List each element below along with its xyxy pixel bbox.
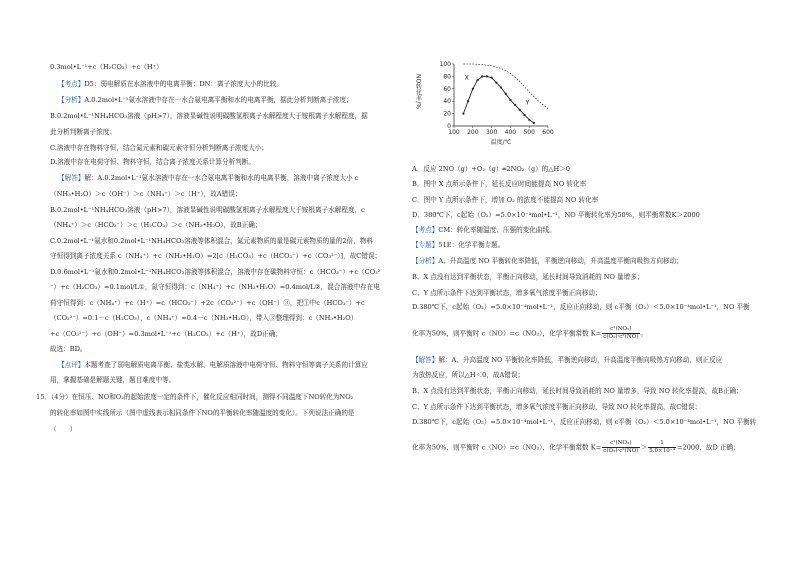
data-point bbox=[533, 122, 535, 124]
text-line bbox=[412, 356, 722, 365]
line-text: C、Y 点所示条件下达到平衡状态，增多氧气浓度平衡正向移动； bbox=[412, 289, 602, 297]
section-tag: 【分析】 bbox=[412, 257, 439, 265]
point-label: Y bbox=[525, 99, 530, 107]
line-text: （ ） bbox=[50, 425, 77, 433]
y-axis-label: NO转化率/% bbox=[414, 74, 422, 109]
data-point bbox=[519, 109, 521, 111]
line-text: C．图中 Y 点所示条件下，增加 O₂ 的浓度不能提高 NO 转化率 bbox=[412, 196, 599, 204]
line-text: C.0.2mol•L⁻¹氨水和0.2mol•L⁻¹NH₄HCO₃溶液等体积混合，氮元素物质的量是碳元素物质的量的2倍，物料 bbox=[50, 237, 373, 245]
text-line bbox=[412, 165, 570, 174]
data-point bbox=[528, 119, 530, 121]
data-point bbox=[514, 104, 516, 106]
text-line bbox=[50, 128, 116, 137]
y-tick-label: 60 bbox=[443, 85, 451, 93]
text-line bbox=[412, 180, 586, 189]
data-point bbox=[505, 93, 507, 95]
line-text: A、升高温度 NO 平衡转化率降低，平衡逆向移动，升高温度平衡向吸热方向移动； bbox=[438, 257, 683, 265]
line-text: D.380℃下，c起始（O₂）=5.0×10⁻⁴mol•L⁻¹，反应正向移动，则 c平衡（O₂）＜5.0×10⁻⁴mol•L⁻¹，NO 平衡转 bbox=[412, 418, 757, 426]
text-line bbox=[412, 226, 556, 235]
line-text: B.0.2mol•L⁻¹NH₄HCO₃溶液（pH>7），溶液显碱性说明碳酸氢根离子水解程度大于铵根离子水解程度，据 bbox=[50, 112, 368, 120]
fraction-denominator: 5.0×10⁻⁴ bbox=[649, 448, 676, 454]
text-line bbox=[58, 174, 358, 183]
fraction bbox=[602, 326, 639, 341]
text-line bbox=[50, 345, 87, 354]
text-line bbox=[50, 190, 241, 199]
data-point bbox=[467, 100, 469, 102]
text-line bbox=[412, 303, 750, 312]
data-point bbox=[500, 86, 502, 88]
text-line bbox=[412, 273, 643, 282]
line-text: D5：弱电解质在水溶液中的电离平衡；DN：离子浓度大小的比较。 bbox=[84, 80, 283, 88]
data-point bbox=[472, 88, 474, 90]
point-label: X bbox=[464, 74, 469, 82]
text-line bbox=[412, 241, 504, 250]
line-text: 此分析判断离子浓度； bbox=[50, 128, 116, 136]
gt-sign: ＞ bbox=[640, 443, 648, 452]
y-tick-label: 20 bbox=[443, 110, 451, 118]
line-text: B、X 点没有达到平衡状态，平衡正向移动，延长时间导致消耗的 NO 量增多，导致 NO 转化率提高，故B正确； bbox=[412, 387, 743, 395]
data-point bbox=[486, 75, 488, 77]
line-text: （CO₃²⁻）=0.1－c（H₂CO₃），c（NH₄⁺）=0.4－c（NH₃•H₂O），带入③整理得到：c（NH₃•H₂O） bbox=[50, 314, 358, 322]
line-text: 荷守恒得到：c（NH₄⁺）+c（H⁺）=c（HCO₃⁻）+2c（CO₃²⁻）+c（OH⁻）③，把①中c（HCO₃⁻）+c bbox=[50, 299, 365, 307]
text-line bbox=[50, 268, 380, 277]
fraction-denominator: c(O₂)·c²(NO) bbox=[603, 334, 639, 340]
x-tick-label: 400 bbox=[504, 129, 517, 136]
line-text: A.0.2mol•L⁻¹氨水溶液中存在一水合氨电离平衡和水的电离平衡，据此分析判断离子浓度； bbox=[84, 96, 353, 104]
line-text: ⁻）+c（H₂CO₃）=0.1mol/L①，氮守恒得到：c（NH₄⁺）+c（NH₃•H₂O）=0.4mol/L②，混合溶液中存在电 bbox=[50, 283, 380, 291]
fraction bbox=[648, 440, 676, 455]
data-point bbox=[495, 82, 497, 84]
text-line bbox=[58, 361, 368, 370]
data-point bbox=[509, 99, 511, 101]
section-tag: 【点评】 bbox=[58, 361, 85, 369]
line-text: 故选：BD。 bbox=[50, 345, 87, 353]
data-point bbox=[462, 113, 464, 115]
data-point bbox=[481, 75, 483, 77]
line-text: 51E：化学平衡专题。 bbox=[438, 241, 505, 249]
text-line bbox=[58, 80, 283, 89]
text-line bbox=[412, 196, 598, 205]
line-text: CM：转化率随温度、压强的变化曲线。 bbox=[438, 226, 556, 234]
text-line bbox=[50, 330, 282, 339]
line-text-after: =2000，故D 正确； bbox=[677, 443, 740, 452]
line-text: D.0.6mol•L⁻¹氨水和0.2mol•L⁻¹NH₄HCO₃溶液等体积混合，溶液中存在碳物料守恒：c（HCO₃⁻）+c（CO₃² bbox=[50, 268, 381, 276]
text-line bbox=[412, 418, 756, 427]
text-line bbox=[50, 283, 380, 292]
line-text: 为放热反应，所以△H＜0，故A错误； bbox=[412, 371, 525, 379]
line-text: D.溶液中存在电荷守恒、物料守恒，结合离子浓度关系计算分析判断。 bbox=[50, 158, 255, 166]
conversion-chart bbox=[412, 60, 552, 150]
text-line bbox=[50, 63, 163, 72]
fraction-numerator: 1 bbox=[648, 440, 676, 448]
line-text: 解：A、升高温度 NO 平衡转化率降低，平衡逆向移动，升高温度平衡向吸热方向移动，则正反应 bbox=[438, 356, 723, 364]
data-point bbox=[476, 79, 478, 81]
chart-svg bbox=[412, 60, 552, 150]
equilibrium-curve bbox=[463, 64, 548, 109]
text-line bbox=[50, 409, 355, 418]
fraction-numerator: c²(NO₂) bbox=[602, 326, 639, 334]
line-text: 0.3mol•L⁻¹+c（H₂CO₃）+c（H⁺） bbox=[50, 63, 163, 71]
line-text: 化率为50%，则平衡时 c（NO）=c（NO₂），化学平衡常数 K= bbox=[412, 329, 602, 338]
y-tick-label: 100 bbox=[439, 61, 451, 68]
text-line bbox=[50, 314, 357, 323]
text-line bbox=[50, 299, 365, 308]
line-text: B.0.2mol•L⁻¹NH₄HCO₃溶液（pH>7），溶液显碱性说明碳酸氢根离子水解程度大于铵根离子水解程度，c bbox=[50, 206, 365, 214]
line-text: +c（CO₃²⁻）+c（OH⁻）=0.3mol•L⁻¹+c（H₂CO₃）+c（H⁺），故D正确； bbox=[50, 330, 282, 338]
line-text: D.380℃下，c起始（O₂）=5.0×10⁻⁴mol•L⁻¹，反应正向移动，则 c平衡（O₂）＜5.0×10⁻⁴mol•L⁻¹，NO 平衡 bbox=[412, 303, 750, 311]
x-tick-label: 200 bbox=[467, 129, 479, 136]
fraction-denominator: c(O₂)·c²(NO) bbox=[603, 448, 639, 454]
line-text: 化率为50%，则平衡时 c（NO）=c（NO₂），化学平衡常数 K= bbox=[412, 443, 602, 452]
line-text: 的转化率如图中实线所示（图中虚线表示相同条件下NO的平衡转化率随温度的变化）。下列说法正确的是 bbox=[50, 409, 355, 417]
line-text: （NH₃•H₂O）＞c（OH⁻）＞c（NH₄⁺）＞c（H⁺），故A错误； bbox=[50, 190, 242, 198]
line-text: 用，掌握基础是解题关键，题目难度中等。 bbox=[50, 376, 176, 384]
fraction-numerator: c²(NO₂) bbox=[602, 440, 639, 448]
line-text: C、Y 点所示条件下达到平衡状态，增多氧气浓度平衡正向移动，导致 NO 转化率提高，故C错误； bbox=[412, 403, 702, 411]
text-line bbox=[50, 158, 255, 167]
line-text: D．380℃下，c起始（O₂）=5.0×10⁻⁴mol•L⁻¹，NO 平衡转化率为50%，则平衡常数K＞2000 bbox=[412, 211, 700, 219]
line-text: （NH₄⁺）＞c（HCO₃⁻）＞c（H₂CO₃）＞c（NH₃•H₂O），故B正确； bbox=[50, 221, 262, 229]
line-text: 本题考查了弱电解质电离平衡、盐类水解、电解质溶液中电荷守恒、物料守恒等离子关系的计算应 bbox=[84, 361, 368, 369]
text-line bbox=[412, 289, 602, 298]
line-text: B、X 点没有达到平衡状态，平衡正向移动，延长时间导致消耗的 NO 量增多； bbox=[412, 273, 644, 281]
x-tick-label: 600 bbox=[542, 129, 554, 136]
data-point bbox=[523, 114, 525, 116]
text-line bbox=[412, 257, 683, 266]
x-tick-label: 500 bbox=[523, 129, 535, 136]
conversion-curve bbox=[463, 76, 534, 123]
section-tag: 【专题】 bbox=[412, 241, 439, 249]
line-text: B．图中 X 点所示条件下，延长反应时间能提高 NO 转化率 bbox=[412, 180, 587, 188]
line-text: A．反应 2NO（g）+O₂（g）═2NO₂（g）的△H＞0 bbox=[412, 165, 570, 173]
section-tag: 【分析】 bbox=[58, 96, 85, 104]
text-line bbox=[412, 440, 740, 455]
text-line bbox=[50, 221, 261, 230]
y-tick-label: 40 bbox=[443, 98, 451, 106]
x-tick-label: 300 bbox=[485, 129, 498, 136]
section-tag: 【考点】 bbox=[412, 226, 439, 234]
line-text: C.溶液中存在物料守恒，结合氮元素和碳元素守恒分析判断离子浓度大小； bbox=[50, 144, 268, 152]
text-line bbox=[50, 252, 381, 261]
text-line bbox=[412, 403, 701, 412]
y-tick-label: 0 bbox=[447, 123, 451, 130]
text-line bbox=[412, 211, 700, 220]
text-line bbox=[50, 144, 268, 153]
text-line bbox=[58, 96, 353, 105]
line-text: 守恒得到离子浓度关系 c（NH₄⁺）+c（NH₃•H₂O）=2[c（H₂CO₃）+c（HCO₃⁻）+c（CO₃²⁻）]，故C错误； bbox=[50, 252, 382, 260]
x-axis-label: 温度/℃ bbox=[490, 139, 512, 146]
line-text: 15．（4分）在恒压、NO和O₂的起始浓度一定的条件下，催化反应相同时间，测得不同温度下NO转化为NO₂ bbox=[36, 393, 354, 401]
text-line bbox=[50, 376, 175, 385]
text-line bbox=[412, 371, 524, 380]
y-tick-label: 80 bbox=[443, 73, 451, 81]
text-line bbox=[50, 112, 368, 121]
text-line bbox=[412, 387, 743, 396]
text-line bbox=[50, 206, 365, 215]
text-line bbox=[50, 237, 373, 246]
text-line bbox=[36, 393, 353, 402]
section-tag: 【解答】 bbox=[412, 356, 439, 364]
x-tick-label: 100 bbox=[448, 129, 460, 136]
line-text-after: 。 bbox=[640, 329, 648, 338]
section-tag: 【解答】 bbox=[58, 174, 85, 182]
section-tag: 【考点】 bbox=[58, 80, 85, 88]
text-line bbox=[412, 326, 647, 341]
fraction bbox=[602, 440, 639, 455]
text-line bbox=[50, 425, 76, 434]
data-point bbox=[491, 77, 493, 79]
line-text: 解：A.0.2mol•L⁻¹氨水溶液中存在一水合氨电离平衡和水的电离平衡，溶液中离子浓度大小 c bbox=[84, 174, 359, 182]
